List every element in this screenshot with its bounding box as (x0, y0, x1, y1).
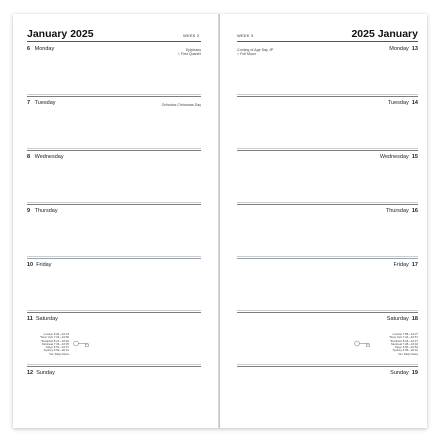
sun-key-icon (354, 340, 372, 348)
holiday-note: Orthodox Christmas Day (161, 103, 201, 107)
day-name: Tuesday (387, 100, 409, 106)
separator-rule (27, 310, 201, 311)
header-rule (27, 41, 201, 42)
day-label-thursday (27, 208, 58, 216)
separator-rule (27, 148, 201, 149)
page-title: January 2025 (27, 28, 94, 40)
day-label-sunday (390, 370, 418, 378)
day-label-friday (27, 262, 51, 270)
day-notes (237, 48, 273, 57)
day-number: 16 (411, 208, 418, 214)
day-name: Sunday (390, 370, 409, 376)
day-number: 14 (411, 100, 418, 106)
left-page (13, 14, 219, 428)
day-number: 15 (411, 154, 418, 160)
day-rule (27, 150, 201, 151)
day-rule (237, 96, 418, 97)
page-title: 2025 January (351, 28, 418, 40)
separator-rule (237, 256, 418, 257)
diary-spread (13, 14, 427, 428)
day-label-wednesday (380, 154, 418, 162)
day-label-tuesday (27, 100, 56, 108)
day-notes (123, 48, 201, 57)
moon-phase-note: ☽ First Quarter (176, 52, 201, 57)
day-name: Monday (34, 46, 55, 52)
sun-time-line: Montreal 7:32—16:35 (42, 341, 69, 346)
day-label-tuesday (388, 100, 418, 108)
right-page (220, 14, 427, 428)
sun-time-line: Tokyo 6:51—16:47 (45, 345, 69, 350)
sun-time-line: Tokyo 6:50—16:54 (394, 345, 418, 350)
day-rule (237, 258, 418, 259)
day-label-sunday (27, 370, 55, 378)
week-label: WEEK 3 (237, 33, 254, 38)
holiday-note: Coming of Age Day JP (237, 48, 274, 52)
day-name: Saturday (35, 316, 58, 322)
separator-rule (237, 364, 418, 365)
day-rule (237, 312, 418, 313)
day-name: Thursday (34, 208, 58, 214)
separator-rule (27, 94, 201, 95)
day-number: 17 (411, 262, 418, 268)
sun-time-line: *Frankfurt 8:18—16:47 (389, 338, 418, 343)
sun-time-line: Sydney 5:59—20:12 (43, 348, 69, 353)
separator-rule (237, 148, 418, 149)
sun-time-line: *am Daily Notes (397, 351, 418, 356)
day-rule (27, 204, 201, 205)
sun-time-line: *am Daily Notes (48, 351, 69, 356)
day-number: 13 (411, 46, 418, 52)
day-name: Saturday (386, 316, 409, 322)
day-label-wednesday (27, 154, 64, 162)
day-name: Wednesday (34, 154, 64, 160)
week-label: WEEK 2 (183, 33, 200, 38)
separator-rule (27, 256, 201, 257)
day-name: Friday (393, 262, 409, 268)
day-name: Thursday (385, 208, 409, 214)
day-label-friday (394, 262, 418, 270)
sun-key-icon (73, 340, 91, 348)
day-number: 8 (27, 154, 31, 160)
separator-rule (27, 364, 201, 365)
sunrise-sunset-times (27, 333, 69, 356)
day-rule (27, 312, 201, 313)
day-label-saturday (387, 316, 418, 324)
day-label-thursday (386, 208, 418, 216)
day-label-saturday (27, 316, 58, 324)
day-rule (27, 258, 201, 259)
sun-time-line: *Frankfurt 8:21—16:40 (40, 338, 69, 343)
day-rule (237, 150, 418, 151)
separator-rule (27, 202, 201, 203)
day-label-monday (27, 46, 54, 54)
header-rule (237, 41, 418, 42)
separator-rule (237, 202, 418, 203)
day-number: 12 (27, 370, 34, 376)
day-label-monday (389, 46, 418, 54)
day-name: Friday (36, 262, 52, 268)
sun-time-line: London 8:02—16:16 (43, 332, 69, 336)
day-name: Tuesday (34, 100, 56, 106)
day-number: 11 (27, 316, 33, 322)
moon-phase-note: ○ Full Moon (237, 52, 256, 57)
day-rule (237, 366, 418, 367)
holiday-note: Epiphany (186, 48, 201, 52)
day-number: 7 (27, 100, 31, 106)
day-name: Wednesday (379, 154, 409, 160)
separator-rule (237, 94, 418, 95)
day-name: Monday (389, 46, 409, 52)
day-rule (27, 96, 201, 97)
day-number: 6 (27, 46, 31, 52)
sun-time-line: London 7:58—16:27 (392, 332, 418, 336)
sun-time-line: Montreal 7:28—16:42 (391, 341, 418, 346)
day-number: 10 (27, 262, 34, 268)
sun-time-line: *New York 7:19—16:50 (40, 335, 69, 340)
day-rule (27, 366, 201, 367)
day-number: 18 (411, 316, 418, 322)
day-number: 9 (27, 208, 31, 214)
separator-rule (237, 310, 418, 311)
day-number: 19 (411, 370, 418, 376)
sun-time-line: Sydney 6:05—20:10 (392, 348, 418, 353)
sunrise-sunset-times (374, 333, 418, 356)
sun-time-line: *New York 7:16—16:57 (389, 335, 418, 340)
day-name: Sunday (36, 370, 55, 376)
day-rule (237, 204, 418, 205)
